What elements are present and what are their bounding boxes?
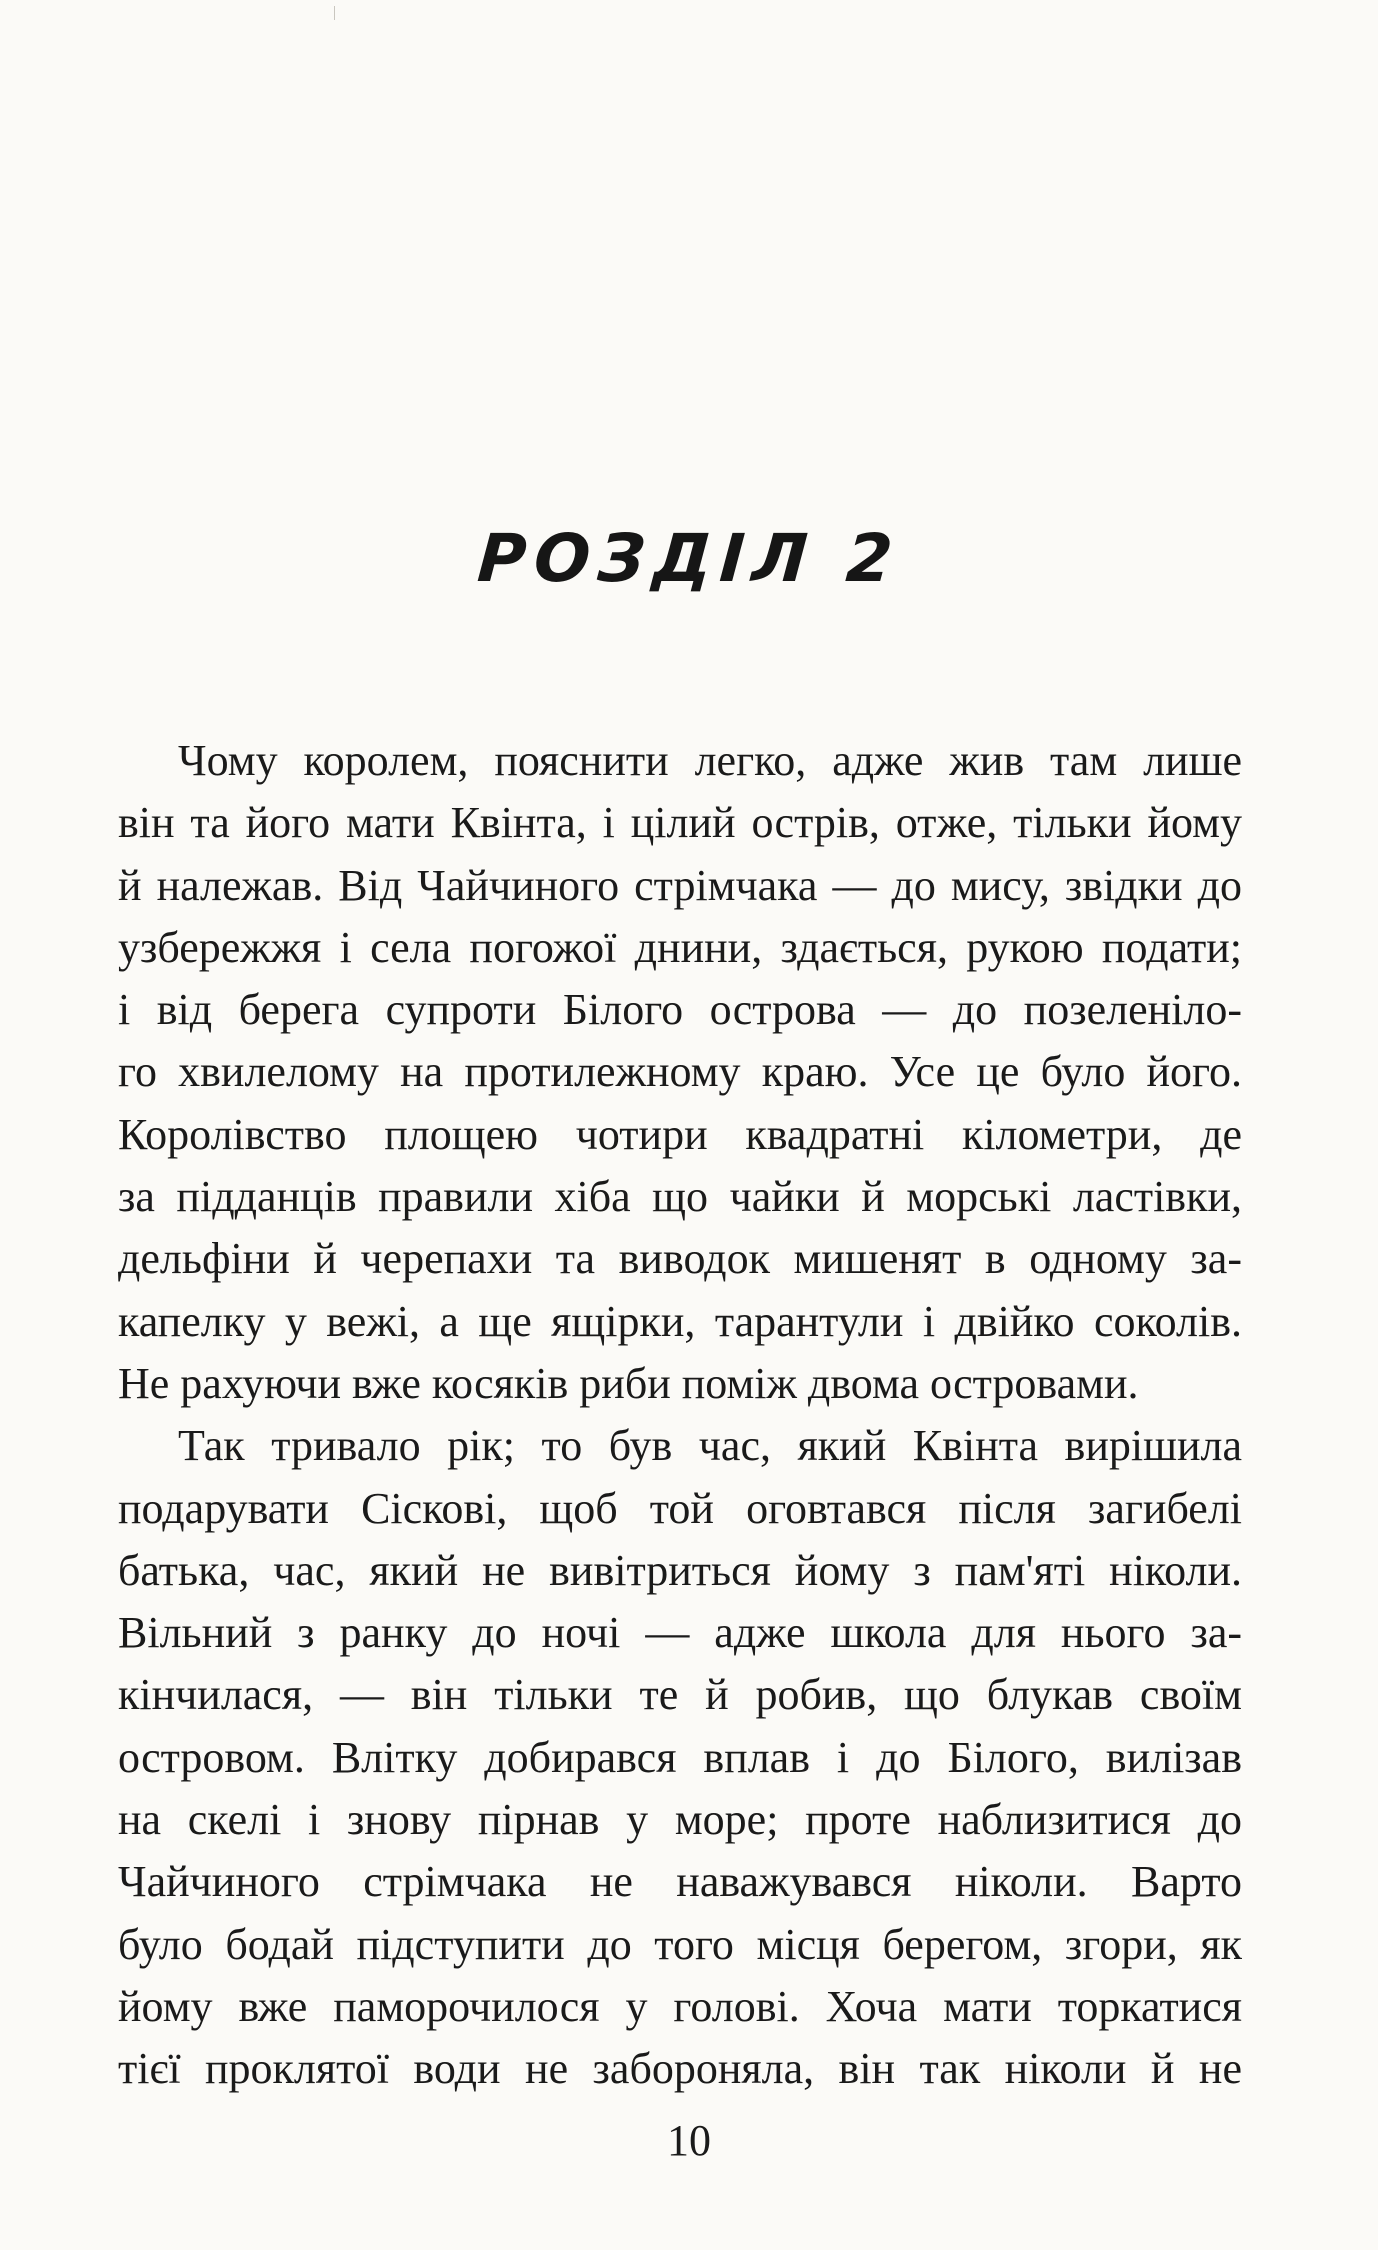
text-line: йому вже паморочилося у голові. Хоча мати торкатися — [118, 1981, 1242, 2031]
text-line: батька, час, який не вивітриться йому з пам'яті ніколи. — [118, 1545, 1242, 1595]
chapter-title: РОЗДІЛ 2 — [475, 520, 903, 597]
text-line: узбережжя і села погожої днини, здається, рукою подати; — [118, 922, 1242, 972]
text-line: кінчилася, — він тільки те й робив, що блукав своїм — [118, 1670, 1242, 1720]
text-line: дельфіни й черепахи та виводок мишенят в одному за- — [118, 1234, 1242, 1284]
text-line: тієї проклятої води не забороняла, він так ніколи й не — [118, 2044, 1242, 2094]
text-line: було бодай підступити до того місця берегом, згори, як — [118, 1919, 1242, 1969]
margin-mark — [334, 6, 335, 20]
text-line: Королівство площею чотири квадратні кілометри, де — [118, 1109, 1242, 1159]
text-line: островом. Влітку добирався вплав і до Білого, вилізав — [118, 1732, 1242, 1782]
text-line: він та його мати Квінта, і цілий острів, отже, тільки йому — [118, 798, 1242, 848]
body-text — [118, 730, 1242, 2101]
text-line: і від берега супроти Білого острова — до позеленіло- — [118, 985, 1242, 1035]
text-line: Чому королем, пояснити легко, адже жив там лише — [178, 736, 1242, 785]
page-number: 10 — [667, 2116, 711, 2165]
text-line: подарувати Сіскові, щоб той оговтався після загибелі — [118, 1483, 1242, 1533]
text-line: й належав. Від Чайчиного стрімчака — до мису, звідки до — [118, 860, 1242, 910]
text-line: за підданців правили хіба що чайки й морські ластівки, — [118, 1172, 1242, 1222]
text-line: го хвилелому на протилежному краю. Усе це було його. — [118, 1047, 1242, 1097]
text-line: Чайчиного стрімчака не наважувався ніколи. Варто — [118, 1857, 1242, 1907]
text-line: Так тривало рік; то був час, який Квінта вирішила — [178, 1421, 1242, 1471]
text-line: на скелі і знову пірнав у море; проте наблизитися до — [118, 1795, 1242, 1845]
text-line: Вільний з ранку до ночі — адже школа для нього за- — [118, 1608, 1242, 1658]
text-line: Не рахуючи вже косяків риби поміж двома островами. — [118, 1358, 1139, 1408]
text-line: капелку у вежі, а ще ящірки, тарантули і двійко соколів. — [118, 1296, 1242, 1346]
